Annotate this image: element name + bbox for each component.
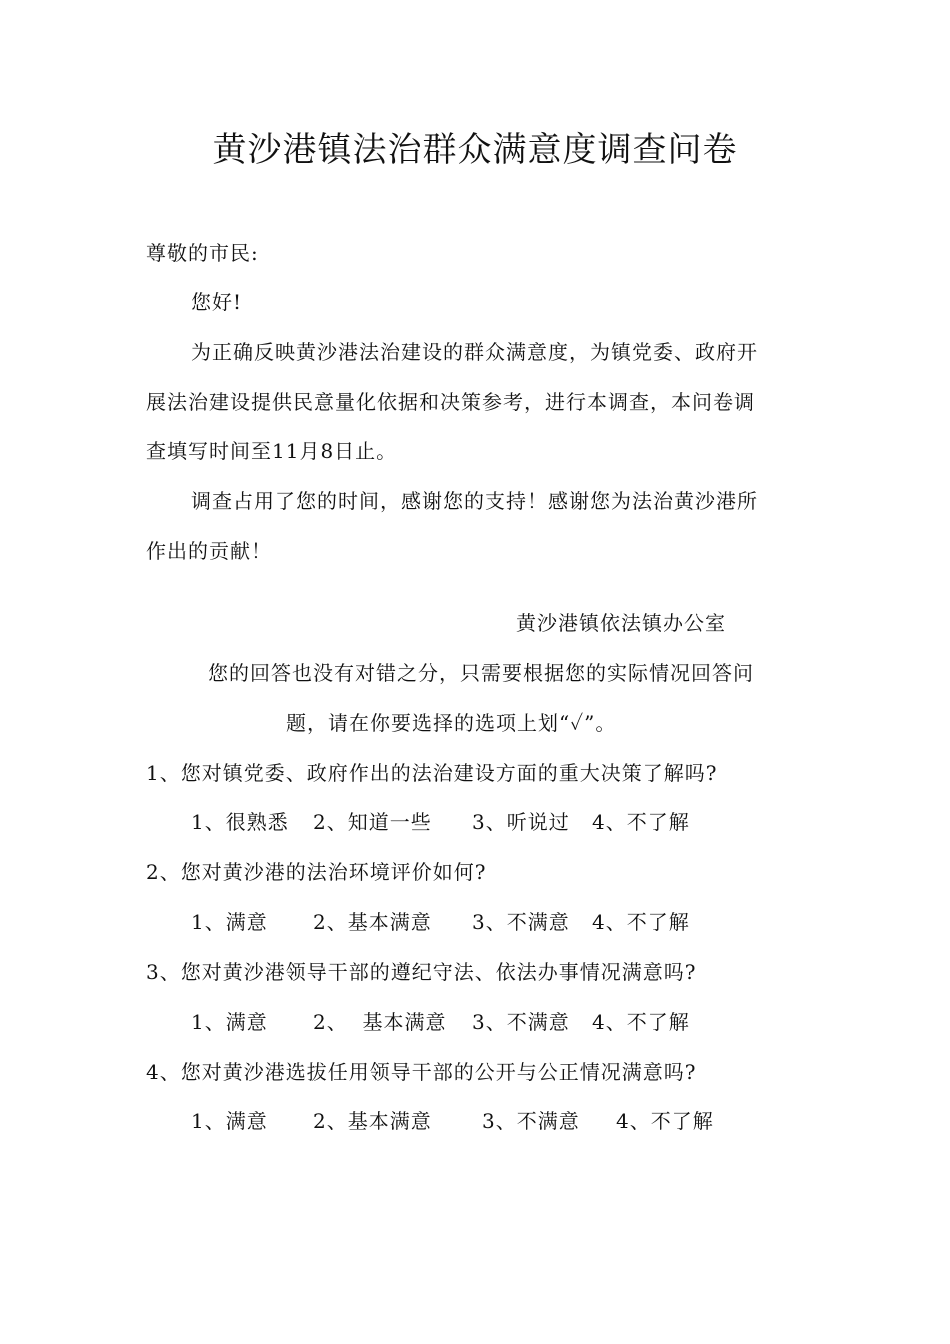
instruction-line-2: 题，请在你要选择的选项上划“✓”。 [286, 711, 617, 735]
question-3-text: 3、您对黄沙港领导干部的遵纪守法、依法办事情况满意吗? [146, 960, 697, 984]
thanks-line-1: 调查占用了您的时间，感谢您的支持！感谢您为法治黄沙港所 [191, 489, 758, 513]
question-3-option-1[interactable]: 1、满意 [191, 1010, 268, 1034]
hello-text: 您好! [191, 290, 243, 314]
question-2-text: 2、您对黄沙港的法治环境评价如何? [146, 860, 487, 884]
document-title: 黄沙港镇法治群众满意度调查问卷 [212, 130, 738, 170]
signature: 黄沙港镇依法镇办公室 [516, 611, 726, 635]
question-1-option-3[interactable]: 3、听说过 [472, 810, 570, 834]
question-2-option-2[interactable]: 2、基本满意 [313, 910, 432, 934]
question-4-text: 4、您对黄沙港选拔任用领导干部的公开与公正情况满意吗? [146, 1060, 697, 1084]
thanks-line-2: 作出的贡献！ [146, 539, 272, 563]
intro-line-1: 为正确反映黄沙港法治建设的群众满意度，为镇党委、政府开 [191, 340, 758, 364]
question-1-option-2[interactable]: 2、知道一些 [313, 810, 432, 834]
question-3-option-3[interactable]: 3、不满意 [472, 1010, 570, 1034]
question-4-option-2[interactable]: 2、基本满意 [313, 1109, 432, 1133]
question-1-option-1[interactable]: 1、很熟悉 [191, 810, 289, 834]
intro-line-2: 展法治建设提供民意量化依据和决策参考，进行本调查，本问卷调 [146, 390, 755, 414]
salutation: 尊敬的市民: [146, 241, 259, 265]
instruction-line-1: 您的回答也没有对错之分，只需要根据您的实际情况回答问 [208, 661, 754, 685]
question-4-option-3[interactable]: 3、不满意 [482, 1109, 580, 1133]
question-3-option-4[interactable]: 4、不了解 [592, 1010, 690, 1034]
question-1-option-4[interactable]: 4、不了解 [592, 810, 690, 834]
intro-line-3: 查填写时间至11月8日止。 [146, 439, 398, 463]
question-2-option-1[interactable]: 1、满意 [191, 910, 268, 934]
question-4-option-4[interactable]: 4、不了解 [616, 1109, 714, 1133]
question-3-option-2[interactable]: 2、 基本满意 [313, 1010, 447, 1034]
question-4-option-1[interactable]: 1、满意 [191, 1109, 268, 1133]
question-2-option-3[interactable]: 3、不满意 [472, 910, 570, 934]
question-1-text: 1、您对镇党委、政府作出的法治建设方面的重大决策了解吗? [146, 761, 718, 785]
question-2-option-4[interactable]: 4、不了解 [592, 910, 690, 934]
